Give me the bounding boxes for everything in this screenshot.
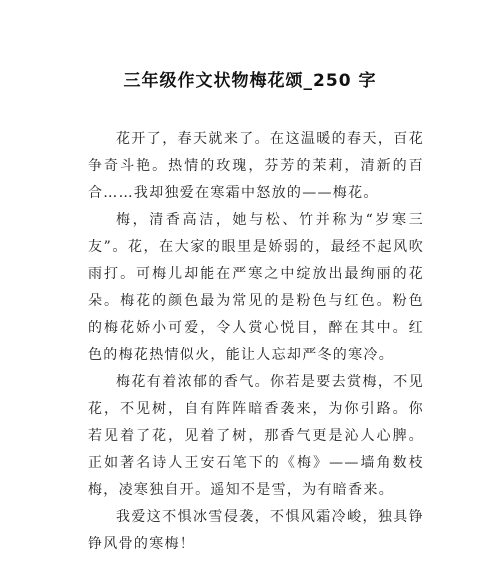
document-title: 三年级作文状物梅花颂_250 字 <box>123 71 377 91</box>
paragraph-2: 梅，清香高洁，她与松、竹并称为“岁寒三友”。花，在大家的眼里是娇弱的，最经不起风吹雨打。可梅儿却能在严寒之中绽放出最绚丽的花朵。梅花的颜色最为常见的是粉色与红色。粉色的梅花娇小可爱，令人赏心悦目，醉在其中。红色的梅花热情似火，能让人忘却严冬的寒冷。 <box>88 212 424 363</box>
article-body <box>88 126 424 558</box>
paragraph-4: 我爱这不惧冰雪侵袭，不惧风霜冷峻，独具铮铮风骨的寒梅！ <box>88 509 424 552</box>
paragraph-1: 花开了，春天就来了。在这温暖的春天，百花争奇斗艳。热情的玫瑰，芬芳的茉莉，清新的百合……我却独爱在寒霜中怒放的——梅花。 <box>88 131 424 201</box>
paragraph-3: 梅花有着浓郁的香气。你若是要去赏梅，不见花，不见树，自有阵阵暗香袭来，为你引路。你若见着了花，见着了树，那香气更是沁人心脾。正如著名诗人王安石笔下的《梅》——墙角数枝梅，凌寒独自开。遥知不是雪，为有暗香来。 <box>88 374 424 498</box>
